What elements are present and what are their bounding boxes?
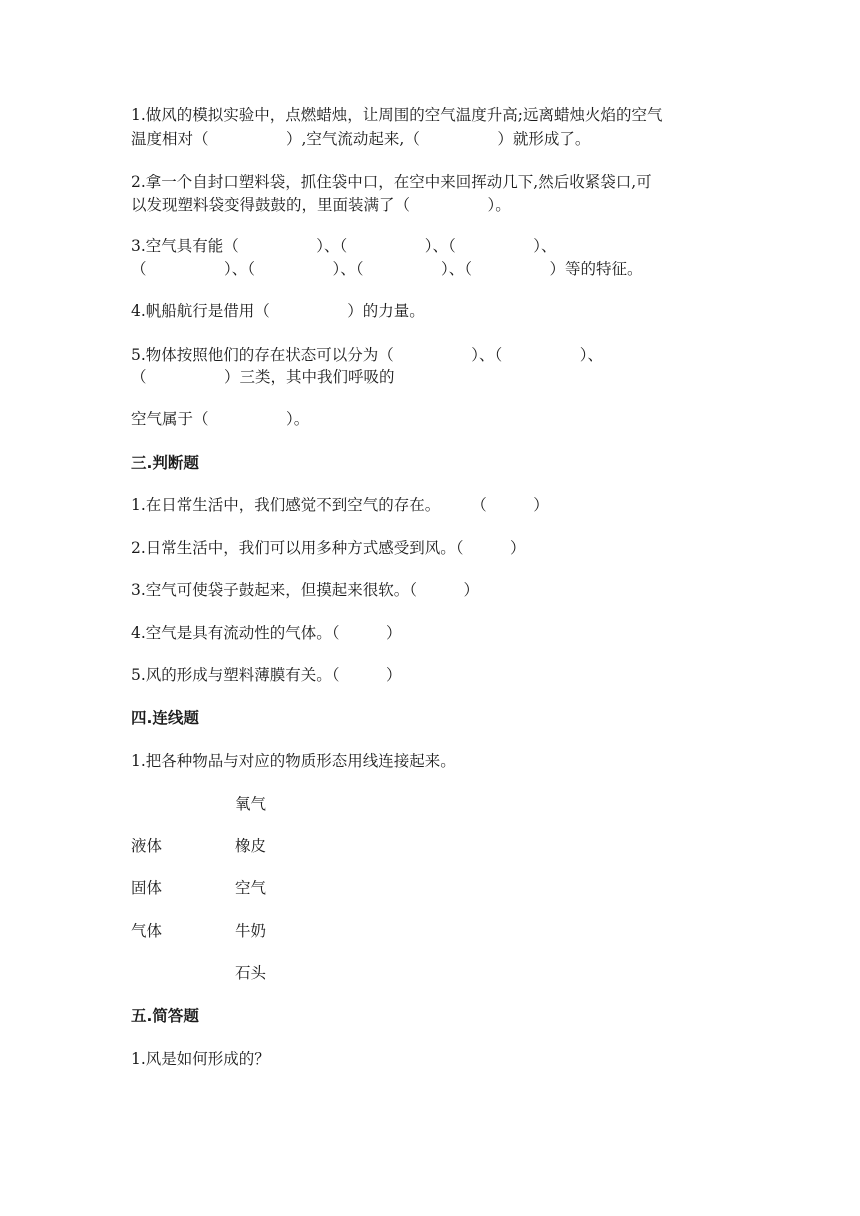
match-right-item-3: 空气 <box>235 879 267 897</box>
match-right-item-1: 氧气 <box>235 795 267 813</box>
fill-q4-line1: 4.帆船航行是借用（ ）的力量。 <box>131 302 425 320</box>
tf-item-2: 2.日常生活中，我们可以用多种方式感受到风。（ ） <box>131 539 526 557</box>
fill-q5-line2: （ ）三类，其中我们呼吸的 <box>131 368 395 386</box>
fill-q2-line2: 以发现塑料袋变得鼓鼓的，里面装满了（ ）。 <box>131 196 511 214</box>
section-heading-short-answer: 五.简答题 <box>131 1007 199 1025</box>
tf-item-5: 5.风的形成与塑料薄膜有关。（ ） <box>131 666 402 684</box>
matching-question: 1.把各种物品与对应的物质形态用线连接起来。 <box>131 752 456 770</box>
fill-q1-line1: 1.做风的模拟实验中，点燃蜡烛，让周围的空气温度升高;远离蜡烛火焰的空气 <box>131 106 663 124</box>
fill-q5-line3: 空气属于（ ）。 <box>131 410 310 428</box>
tf-item-3: 3.空气可使袋子鼓起来，但摸起来很软。（ ） <box>131 581 480 599</box>
section-heading-true-false: 三.判断题 <box>131 454 199 472</box>
match-left-item-3: 气体 <box>131 922 163 940</box>
fill-q1-line2: 温度相对（ ）,空气流动起来,（ ）就形成了。 <box>131 130 591 148</box>
tf-item-1: 1.在日常生活中，我们感觉不到空气的存在。 （ ） <box>131 496 549 514</box>
match-left-item-2: 固体 <box>131 879 163 897</box>
match-left-item-1: 液体 <box>131 837 163 855</box>
match-right-item-5: 石头 <box>235 964 267 982</box>
match-right-item-2: 橡皮 <box>235 837 267 855</box>
fill-q3-line2: （ ）、（ ）、（ ）、（ ）等的特征。 <box>131 260 643 278</box>
fill-q2-line1: 2.拿一个自封口塑料袋，抓住袋中口，在空中来回挥动几下,然后收紧袋口,可 <box>131 173 652 191</box>
tf-item-4: 4.空气是具有流动性的气体。（ ） <box>131 624 402 642</box>
fill-q3-line1: 3.空气具有能（ ）、（ ）、（ ）、 <box>131 237 557 255</box>
short-answer-question: 1.风是如何形成的？ <box>131 1050 270 1068</box>
match-right-item-4: 牛奶 <box>235 922 267 940</box>
section-heading-matching: 四.连线题 <box>131 709 199 727</box>
fill-q5-line1: 5.物体按照他们的存在状态可以分为（ ）、（ ）、 <box>131 346 604 364</box>
